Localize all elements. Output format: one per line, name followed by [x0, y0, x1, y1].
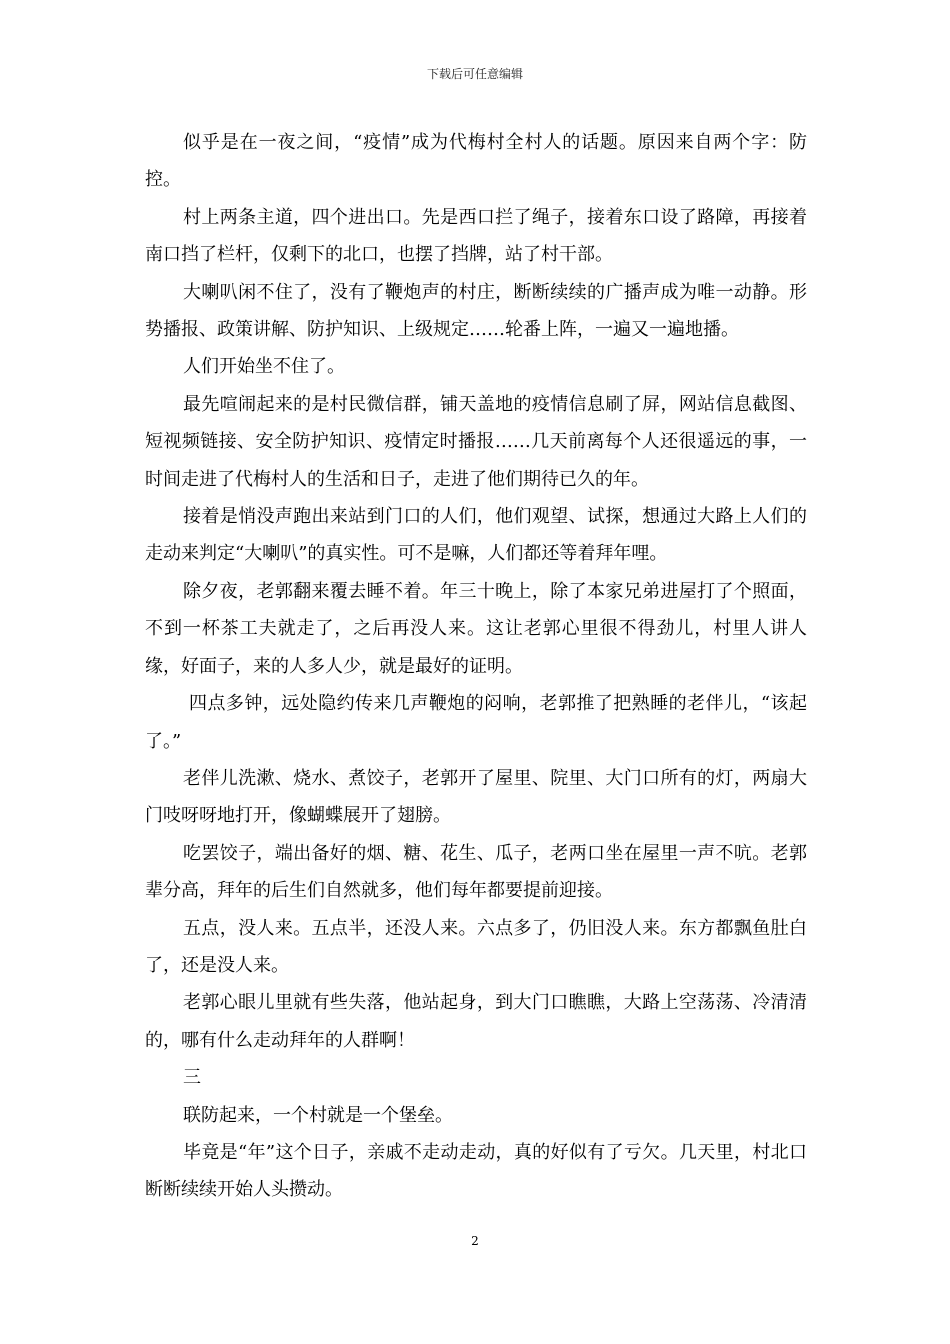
paragraph: 毕竟是“年”这个日子，亲戚不走动走动，真的好似有了亏欠。几天里，村北口断断续续开始人头攒动。: [145, 1141, 807, 1201]
paragraph: 五点，没人来。五点半，还没人来。六点多了，仍旧没人来。东方都飘鱼肚白了，还是没人来。: [145, 917, 807, 976]
paragraph: 联防起来，一个村就是一个堡垒。: [183, 1104, 453, 1126]
document-body: [145, 124, 807, 1209]
paragraph: 老伴儿洗漱、烧水、煮饺子，老郭开了屋里、院里、大门口所有的灯，两扇大门吱呀呀地打开，像蝴蝶展开了翅膀。: [145, 767, 807, 827]
paragraph: 老郭心眼儿里就有些失落，他站起身，到大门口瞧瞧，大路上空荡荡、冷清清的，哪有什么走动拜年的人群啊！: [145, 992, 807, 1051]
paragraph: 大喇叭闲不住了，没有了鞭炮声的村庄，断断续续的广播声成为唯一动静。形势播报、政策讲解、防护知识、上级规定……轮番上阵，一遍又一遍地播。: [145, 281, 807, 341]
paragraph: 村上两条主道，四个进出口。先是西口拦了绳子，接着东口设了路障，再接着南口挡了栏杆，仅剩下的北口，也摆了挡牌，站了村干部。: [145, 206, 807, 266]
paragraph: 似乎是在一夜之间，“疫情”成为代梅村全村人的话题。原因来自两个字：防控。: [145, 132, 807, 191]
page-number: 2: [471, 1234, 479, 1248]
paragraph: 四点多钟，远处隐约传来几声鞭炮的闷响，老郭推了把熟睡的老伴儿，“该起了。”: [145, 693, 807, 752]
page-header: 下载后可任意编辑: [426, 67, 523, 81]
paragraph: 最先喧闹起来的是村民微信群，铺天盖地的疫情信息刷了屏，网站信息截图、短视频链接、安全防护知识、疫情定时播报……几天前离每个人还很遥远的事，一时间走进了代梅村人的生活和日子，走进了他们期待已久的年。: [145, 393, 807, 490]
paragraph: 除夕夜，老郭翻来覆去睡不着。年三十晚上，除了本家兄弟进屋打了个照面，不到一杯茶工夫就走了，之后再没人来。这让老郭心里很不得劲儿，村里人讲人缘，好面子，来的人多人少，就是最好的证明。: [145, 580, 807, 677]
section-number: 三: [183, 1067, 201, 1089]
paragraph: 接着是悄没声跑出来站到门口的人们，他们观望、试探，想通过大路上人们的走动来判定“大喇叭”的真实性。可不是嘛，人们都还等着拜年哩。: [145, 506, 807, 565]
paragraph: 吃罢饺子，端出备好的烟、糖、花生、瓜子，老两口坐在屋里一声不吭。老郭辈分高，拜年的后生们自然就多，他们每年都要提前迎接。: [145, 842, 807, 902]
paragraph: 人们开始坐不住了。: [183, 356, 345, 378]
